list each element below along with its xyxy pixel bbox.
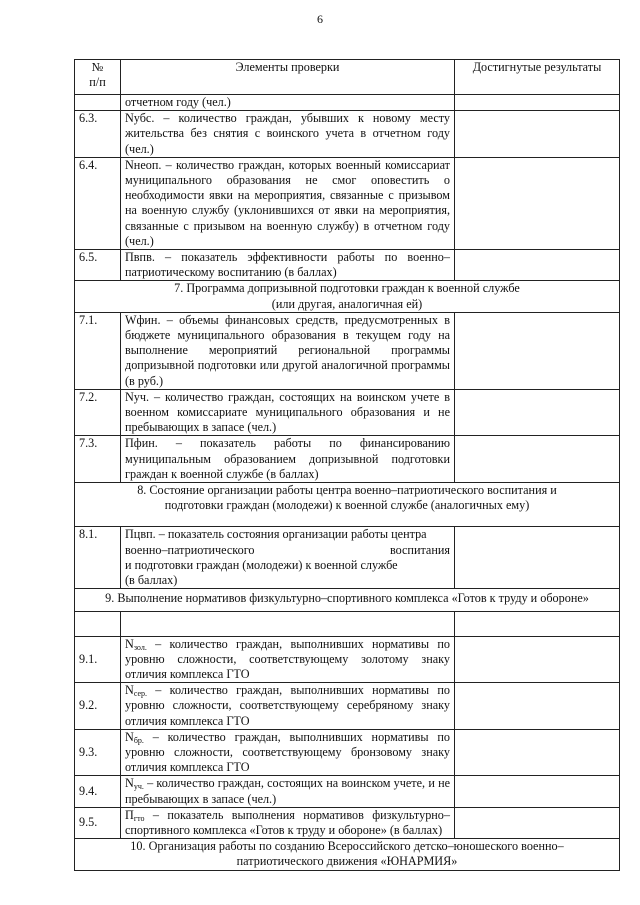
row-result	[455, 95, 620, 111]
row-element: Пцвп. – показатель состояния организации работы центра военно–патриотического воспитания и подготовки граждан (молодежи) к военной службе (в баллах)	[121, 527, 455, 589]
row-element: Пвпв. – показатель эффективности работы по военно–патриотическому воспитанию (в баллах)	[121, 250, 455, 281]
table-row	[75, 111, 620, 158]
table-row	[75, 389, 620, 436]
table-row	[75, 436, 620, 483]
row-result	[455, 111, 620, 158]
row-number: 6.5.	[75, 250, 121, 281]
row-number: 7.2.	[75, 389, 121, 436]
section-header-10	[75, 839, 620, 870]
row-element: отчетном году (чел.)	[121, 95, 455, 111]
row-element: $П_{гто}$ – показатель выполнения нормативов физкультурно–спортивного комплекса «Готов к труду и обороне» (в баллах)	[121, 807, 455, 838]
row-result	[455, 636, 620, 683]
section-header-9	[75, 589, 620, 611]
table-row	[75, 250, 620, 281]
row-number	[75, 95, 121, 111]
row-element: $N_{сер.}$ – количество граждан, выполнивших нормативы по уровню сложности, соответствующему серебряному знаку отличия комплекса ГТО	[121, 683, 455, 730]
row-element: Nуч. – количество граждан, состоящих на воинском учете в военном комиссариате муниципального образования и не пребывающих в запасе (чел.)	[121, 389, 455, 436]
row-element: $N_{зол.}$ – количество граждан, выполнивших нормативы по уровню сложности, соответствующему золотому знаку отличия комплекса ГТО	[121, 636, 455, 683]
section-9-title: 9. Выполнение нормативов физкультурно–спортивного комплекса «Готов к труду и обороне»	[75, 589, 620, 611]
row-result	[455, 807, 620, 838]
table-row	[75, 776, 620, 807]
header-results: Достигнутые результаты	[455, 60, 620, 95]
row-number: 6.4.	[75, 157, 121, 249]
table-row	[75, 807, 620, 838]
row-element: Nнеоп. – количество граждан, которых военный комиссариат муниципального образования не смог оповестить о необходимости явки на мероприятия, связанные с призывом на военную службу (уклонившихся от явки на мероприятия, связанные с призывом на военную службу) в отчетном году (чел.)	[121, 157, 455, 249]
row-number: 9.1.	[75, 636, 121, 683]
header-number: № п/п	[75, 60, 121, 95]
row-number: 6.3.	[75, 111, 121, 158]
row-number: 9.2.	[75, 683, 121, 730]
table-header-row	[75, 60, 620, 95]
section-10-title: 10. Организация работы по созданию Всероссийского детско–юношеского военно–	[130, 839, 564, 854]
section-8-title: 8. Состояние организации работы центра военно–патриотического воспитания и	[137, 483, 557, 498]
row-element: Wфин. – объемы финансовых средств, предусмотренных в бюджете муниципального образования в текущем году на выполнение мероприятий региональной программы допризывной подготовки или другой аналогичной программы (в руб.)	[121, 312, 455, 389]
row-result	[455, 436, 620, 483]
row-element: Nубс. – количество граждан, убывших к новому месту жительства без снятия с воинского учета в отчетном году (чел.)	[121, 111, 455, 158]
section-7-title: 7. Программа допризывной подготовки граждан к военной службе	[174, 281, 520, 296]
row-result	[455, 527, 620, 589]
row-result	[455, 312, 620, 389]
table-row	[75, 729, 620, 776]
inspection-table	[74, 59, 620, 871]
row-result	[455, 729, 620, 776]
blank-row	[75, 611, 620, 636]
row-number: 9.3.	[75, 729, 121, 776]
header-elements: Элементы проверки	[121, 60, 455, 95]
section-header-7	[75, 281, 620, 312]
section-7-subtitle: (или другая, аналогичная ей)	[271, 296, 423, 311]
table-row	[75, 636, 620, 683]
table-row	[75, 527, 620, 589]
table-row	[75, 95, 620, 111]
row-result	[455, 389, 620, 436]
page-number: 6	[317, 12, 323, 26]
row-number: 7.1.	[75, 312, 121, 389]
row-result	[455, 683, 620, 730]
row-number: 9.5.	[75, 807, 121, 838]
section-header-8	[75, 483, 620, 527]
section-10-subtitle: патриотического движения «ЮНАРМИЯ»	[236, 854, 458, 869]
row-result	[455, 250, 620, 281]
row-result	[455, 776, 620, 807]
section-8-subtitle: подготовки граждан (молодежи) к военной службе (аналогичных ему)	[164, 498, 530, 513]
row-element: $N_{бр.}$ – количество граждан, выполнивших нормативы по уровню сложности, соответствующему бронзовому знаку отличия комплекса ГТО	[121, 729, 455, 776]
table-row	[75, 683, 620, 730]
table-row	[75, 312, 620, 389]
table-row	[75, 157, 620, 249]
row-number: 9.4.	[75, 776, 121, 807]
row-number: 8.1.	[75, 527, 121, 589]
row-result	[455, 157, 620, 249]
row-element: $N_{уч.}$ – количество граждан, состоящих на воинском учете, и не пребывающих в запасе (чел.)	[121, 776, 455, 807]
row-number: 7.3.	[75, 436, 121, 483]
row-element: Пфин. – показатель работы по финансированию муниципальным образованием допризывной подготовки граждан к военной службе (в баллах)	[121, 436, 455, 483]
